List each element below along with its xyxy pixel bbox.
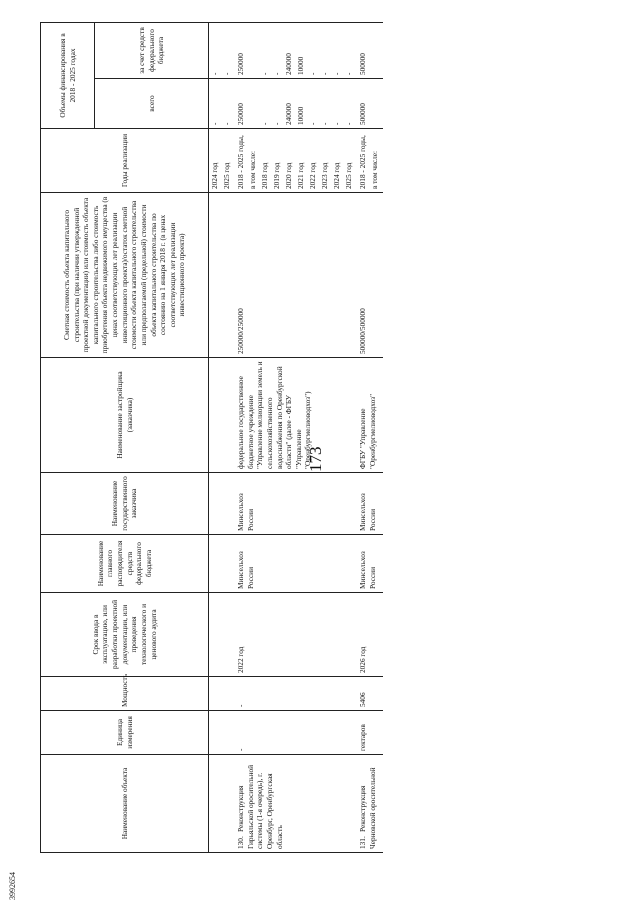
federal-value: - [344, 72, 353, 75]
year-label: 2020 год [284, 162, 293, 189]
federal-cell [235, 22, 357, 78]
continuation-row [209, 22, 236, 852]
header-deadline: Срок ввода в эксплуатацию, или разработки проектной документации, или проведения технологического и ценового аудита [41, 593, 209, 677]
federal-value: - [308, 72, 317, 75]
developer-cell: ФГБУ "Управление "Оренбургмелиоводхоз" [357, 358, 383, 473]
total-value: 250000 [236, 103, 245, 125]
deadline-cell: 2022 год [235, 593, 357, 677]
total-value: 240000 [284, 103, 293, 125]
total-value: - [210, 122, 219, 125]
federal-value: - [210, 72, 219, 75]
total-value: - [260, 122, 269, 125]
construction-objects-table [40, 22, 383, 853]
federal-value: 500000 [358, 53, 367, 75]
year-label: 2025 год [222, 162, 231, 189]
state-customer-cell: Минсельхоз России [357, 473, 383, 535]
total-value: - [222, 122, 231, 125]
federal-value: - [260, 72, 269, 75]
header-manager: Наименование главного распорядителя средств федерального бюджета [41, 535, 209, 593]
header-developer: Наименование застройщика (заказчика) [41, 358, 209, 473]
total-value: - [320, 122, 329, 125]
row-number: 131. [358, 836, 367, 849]
federal-cell [357, 22, 383, 78]
year-label: 2018 год [260, 162, 269, 189]
manager-cell: Минсельхоз России [357, 535, 383, 593]
table-row [235, 22, 357, 852]
year-label: в том числе: [370, 150, 379, 189]
federal-value: - [222, 72, 231, 75]
federal-value: 250000 [236, 53, 245, 75]
header-unit: Единица измерения [41, 711, 209, 755]
rotated-table-container [40, 23, 592, 853]
total-value [248, 82, 260, 125]
header-name: Наименование объекта [41, 755, 209, 853]
continuation-federal [209, 22, 236, 78]
federal-value: 10000 [296, 56, 305, 75]
year-label: 2018 - 2025 годы, [236, 135, 245, 189]
total-value: - [308, 122, 317, 125]
header-federal: за счет средств федерального бюджета [95, 22, 209, 78]
header-cost: Сметная стоимость объекта капитального строительства (при наличии утвержденной проектной документации) или стоимость объекта капитального строительства либо стоимость приобретения объекта недвижимого имущества (в ценах соответствующих лет реализации инвестиционного проекта)/остаток сметной стоимости объекта капитального строительства или предполагаемой (предельной) стоимости объекта капитального строительства по состоянию на 1 января 2018 г. (в ценах соответствующих лет реализации инвестиционного проекта) [41, 193, 209, 358]
unit-cell: - [235, 711, 357, 755]
total-value: - [332, 122, 341, 125]
federal-value: - [320, 72, 329, 75]
years-cell [235, 129, 357, 193]
object-name: Реконструкция Гирьяльской оросительной системы (1-я очередь), г. Оренбург, Оренбургская область [236, 764, 284, 849]
document-code: 3992654 [8, 872, 17, 900]
deadline-cell: 2026 год [357, 593, 383, 677]
row-number: 130. [236, 836, 245, 849]
object-name: Реконструкция Черновской оросительной [358, 767, 377, 849]
header-state-customer: Наименование государственного заказчика [41, 473, 209, 535]
header-capacity: Мощность [41, 677, 209, 711]
year-label: 2021 год [296, 162, 305, 189]
federal-value: 240000 [284, 53, 293, 75]
developer-cell: федеральное государственное бюджетное учреждение "Управление мелиорации земель и сельскохозяйственного водоснабжения по Оренбургской области" (далее - ФГБУ "Управление "Оренбургмелиоводхоз") [235, 358, 357, 473]
unit-cell: гектаров [357, 711, 383, 755]
table-row [357, 22, 383, 852]
year-label: 2018 - 2025 годы, [358, 135, 367, 189]
total-value: 500000 [358, 103, 367, 125]
header-funding: Объемы финансирования в 2018 - 2025 годах [41, 22, 95, 128]
capacity-cell: 5406 [357, 677, 383, 711]
totals-cell [235, 79, 357, 129]
total-value: 10000 [296, 106, 305, 125]
page-number: 173 [306, 446, 325, 472]
years-cell [357, 129, 383, 193]
header-row-1 [41, 22, 95, 852]
year-label: 2022 год [308, 162, 317, 189]
continuation-years [209, 129, 236, 193]
year-label: 2025 год [344, 162, 353, 189]
totals-cell [357, 79, 383, 129]
year-label: 2023 год [320, 162, 329, 189]
object-name-cell [357, 755, 383, 853]
object-name-cell [235, 755, 357, 853]
year-label: 2024 год [332, 162, 341, 189]
year-label: 2019 год [272, 162, 281, 189]
capacity-cell: - [235, 677, 357, 711]
total-value: - [344, 122, 353, 125]
federal-value: - [272, 72, 281, 75]
year-label: в том числе: [248, 150, 257, 189]
continuation-totals [209, 79, 236, 129]
cost-cell: 500000/500000 [357, 193, 383, 358]
manager-cell: Минсельхоз России [235, 535, 357, 593]
header-years: Годы реализации [41, 129, 209, 193]
federal-value [248, 26, 260, 75]
year-label: 2024 год [210, 162, 219, 189]
federal-value: - [332, 72, 341, 75]
state-customer-cell: Минсельхоз России [235, 473, 357, 535]
header-total: всего [95, 79, 209, 129]
total-value: - [272, 122, 281, 125]
cost-cell: 250000/250000 [235, 193, 357, 358]
